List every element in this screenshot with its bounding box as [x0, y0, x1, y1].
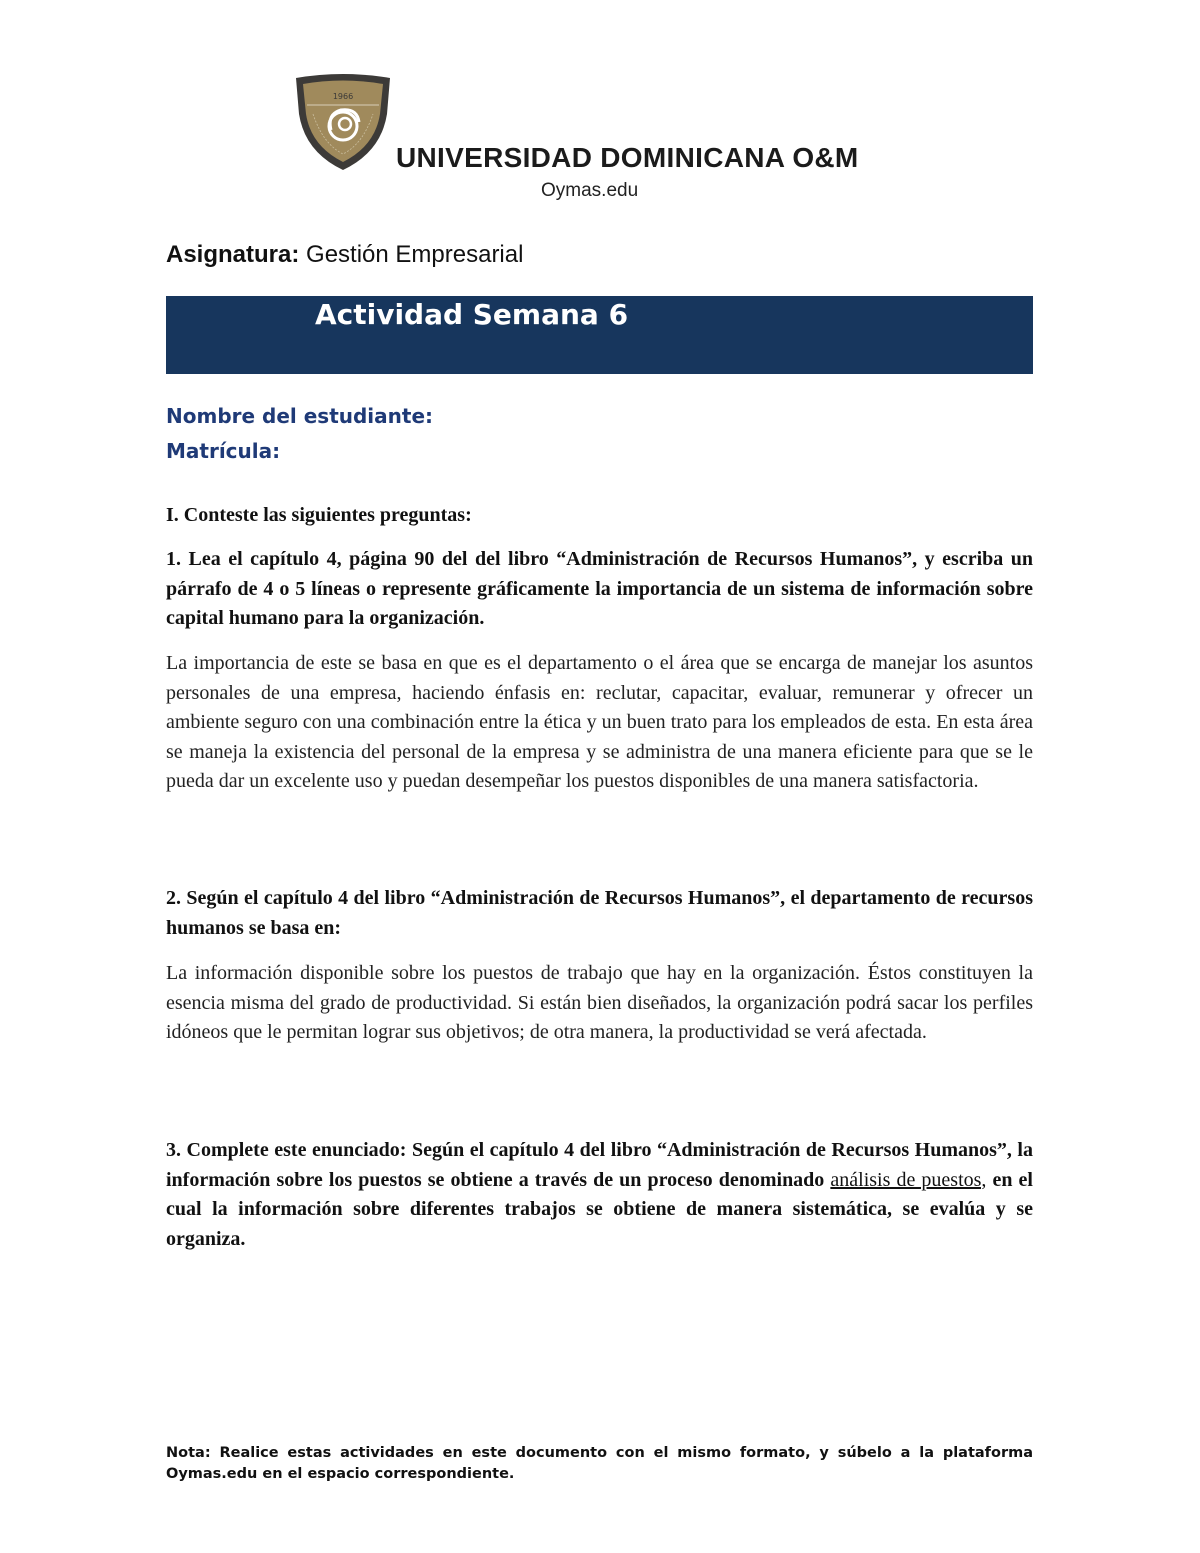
activity-title: Actividad Semana 6 — [314, 298, 629, 331]
subject-line — [166, 241, 523, 269]
question-3-answer: análisis de puestos, — [830, 1168, 987, 1191]
id-number-label: Matrícula: — [166, 439, 281, 463]
subject-label: Asignatura: — [166, 241, 300, 268]
question-1: 1. Lea el capítulo 4, página 90 del del libro “Administración de Recursos Humanos”, y escriba un párrafo de 4 o 5 líneas o represente gráficamente la importancia de un sistema de información sobre capital humano para la organización. — [166, 548, 1033, 629]
question-3 — [166, 1136, 1033, 1254]
footer-note: Nota: Realice estas actividades en este documento con el mismo formato, y súbelo a la plataforma Oymas.edu en el espacio correspondiente. — [166, 1445, 1033, 1482]
question-3-text-before: 3. Complete este enunciado: Según el capítulo 4 del libro “Administración de Recursos Humanos”, la información sobre los puestos se obtiene a través de un proceso denominado — [166, 1139, 1033, 1191]
activity-banner — [166, 296, 1033, 374]
subject-value: Gestión Empresarial — [299, 241, 524, 268]
section-heading: I. Conteste las siguientes preguntas: — [166, 504, 472, 526]
question-3-text-after: en el cual la información sobre diferentes trabajos se obtiene de manera sistemática, se evalúa y se organiza. — [166, 1168, 1033, 1250]
answer-1: La importancia de este se basa en que es el departamento o el área que se encarga de manejar los asuntos personales de una empresa, haciendo énfasis en: reclutar, capacitar, evaluar, remunerar y ofrecer un ambiente seguro con una combinación entre la ética y un buen trato para los empleados de esta. En esta área se maneja la existencia del personal de la empresa y se administra de una manera eficiente para que se le pueda dar un excelente uso y puedan desempeñar los puestos disponibles de una manera satisfactoria. — [166, 652, 1033, 792]
university-shield-logo — [293, 74, 393, 172]
university-name: UNIVERSIDAD DOMINICANA O&M — [396, 142, 859, 173]
student-name-label: Nombre del estudiante: — [166, 404, 434, 428]
answer-2: La información disponible sobre los puestos de trabajo que hay en la organización. Éstos constituyen la esencia misma del grado de productividad. Si están bien diseñados, la organización podrá sacar los perfiles idóneos que le permitan lograr sus objetivos; de otra manera, la productividad se verá afectada. — [166, 962, 1033, 1043]
svg-text:1966: 1966 — [332, 92, 354, 101]
question-2: 2. Según el capítulo 4 del libro “Administración de Recursos Humanos”, el departamento de recursos humanos se basa en: — [166, 887, 1033, 939]
university-website: Oymas.edu — [541, 180, 639, 201]
